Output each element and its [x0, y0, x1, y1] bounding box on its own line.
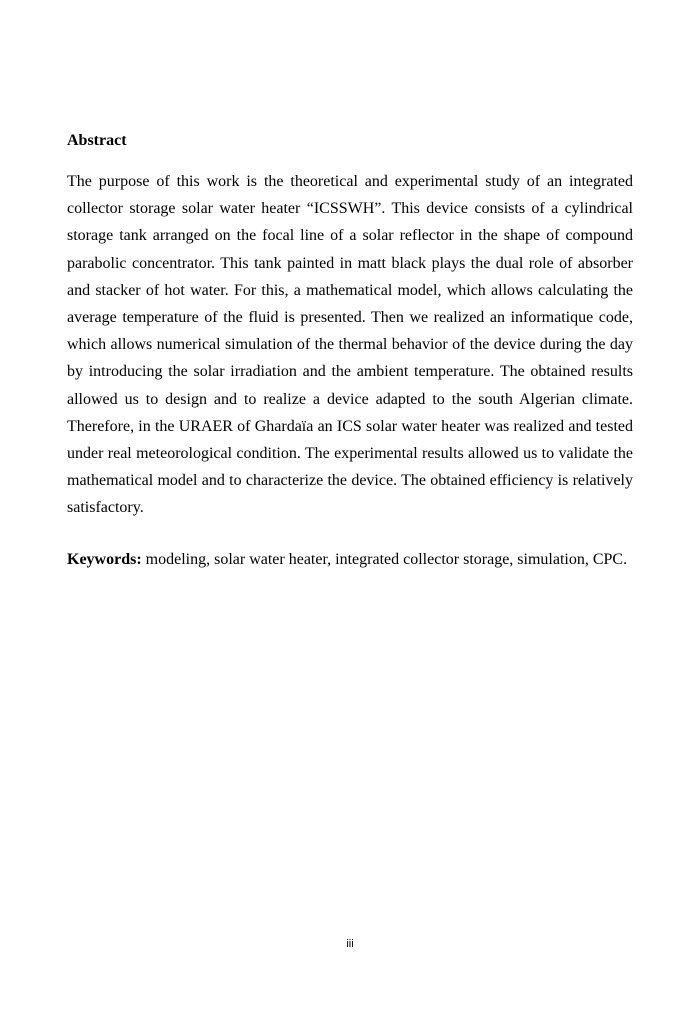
keywords-paragraph [67, 546, 633, 573]
abstract-heading: Abstract [67, 132, 127, 149]
page-number: iii [346, 938, 354, 950]
keywords-text: modeling, solar water heater, integrated collector storage, simulation, CPC. [141, 551, 628, 568]
keywords-label: Keywords: [67, 551, 142, 568]
abstract-body: The purpose of this work is the theoretical and experimental study of an integrated collector storage solar water heater “ICSSWH”. This device consists of a cylindrical storage tank arranged on the focal line of a solar reflector in the shape of compound parabolic concentrator. This tank painted in matt black plays the dual role of absorber and stacker of hot water. For this, a mathematical model, which allows calculating the average temperature of the fluid is presented. Then we realized an informatique code, which allows numerical simulation of the thermal behavior of the device during the day by introducing the solar irradiation and the ambient temperature. The obtained results allowed us to design and to realize a device adapted to the south Algerian climate. Therefore, in the URAER of Ghardaïa an ICS solar water heater was realized and tested under real meteorological condition. The experimental results allowed us to validate the mathematical model and to characterize the device. The obtained efficiency is relatively satisfactory. [67, 173, 633, 517]
